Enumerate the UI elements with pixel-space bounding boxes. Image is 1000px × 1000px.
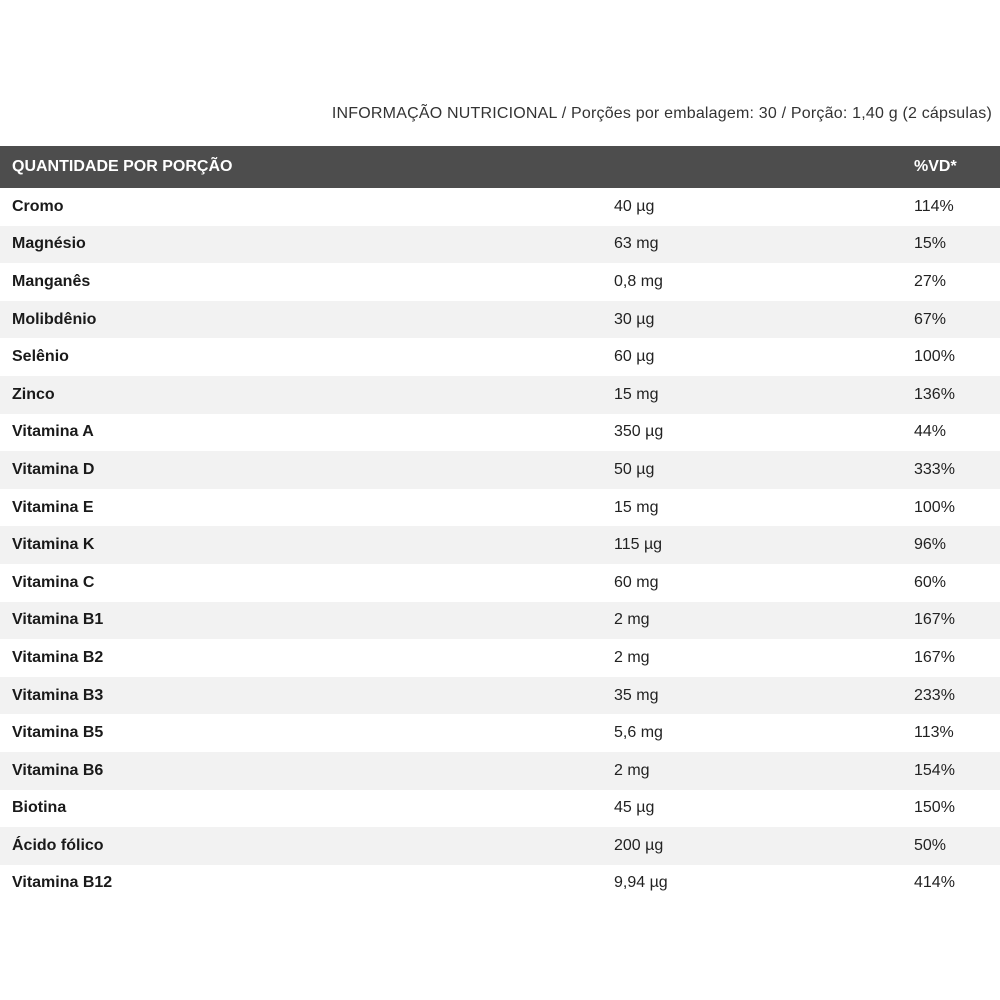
nutrient-amount: 15 mg <box>614 498 659 516</box>
nutrient-name: Vitamina A <box>12 423 94 441</box>
nutrient-amount: 35 mg <box>614 686 659 704</box>
table-row <box>0 639 1000 677</box>
nutrient-name: Vitamina B1 <box>12 611 104 629</box>
nutrition-table <box>0 146 1000 902</box>
nutrient-name: Magnésio <box>12 235 86 253</box>
table-row <box>0 865 1000 903</box>
nutrient-name: Vitamina C <box>12 573 95 591</box>
nutrient-amount: 350 µg <box>614 423 664 441</box>
nutrient-amount: 60 mg <box>614 573 659 591</box>
nutrient-name: Vitamina E <box>12 498 94 516</box>
table-row <box>0 489 1000 527</box>
nutrient-name: Vitamina D <box>12 460 95 478</box>
nutrient-daily-value: 167% <box>914 611 955 629</box>
nutrient-amount: 115 µg <box>614 536 663 554</box>
nutrient-daily-value: 100% <box>914 348 955 366</box>
nutrient-amount: 5,6 mg <box>614 724 663 742</box>
nutrient-daily-value: 27% <box>914 272 947 290</box>
nutrient-name: Cromo <box>12 197 64 215</box>
nutrient-name: Manganês <box>12 272 91 290</box>
nutrient-amount: 2 mg <box>614 648 650 666</box>
nutrient-amount: 30 µg <box>614 310 655 328</box>
header-daily-value: %VD* <box>914 158 957 175</box>
nutrient-daily-value: 44% <box>914 423 947 441</box>
table-row <box>0 376 1000 414</box>
nutrient-amount: 63 mg <box>614 235 659 253</box>
nutrient-daily-value: 113% <box>914 724 954 742</box>
nutrient-name: Vitamina B5 <box>12 724 104 742</box>
nutrient-name: Vitamina B12 <box>12 874 113 892</box>
nutrient-name: Vitamina B3 <box>12 686 104 704</box>
nutrient-name: Vitamina B2 <box>12 648 104 666</box>
nutrient-daily-value: 60% <box>914 573 947 591</box>
nutrient-daily-value: 154% <box>914 761 955 779</box>
nutrient-daily-value: 167% <box>914 648 955 666</box>
nutrient-daily-value: 15% <box>914 235 947 253</box>
nutrient-name: Vitamina B6 <box>12 761 104 779</box>
nutrient-daily-value: 136% <box>914 385 955 403</box>
nutrient-amount: 15 mg <box>614 385 659 403</box>
table-row <box>0 564 1000 602</box>
nutrient-daily-value: 100% <box>914 498 955 516</box>
nutrient-daily-value: 150% <box>914 799 955 817</box>
nutrient-amount: 45 µg <box>614 799 655 817</box>
nutrient-amount: 2 mg <box>614 761 650 779</box>
nutrient-name: Ácido fólico <box>12 836 104 854</box>
nutrient-amount: 2 mg <box>614 611 650 629</box>
nutrient-amount: 0,8 mg <box>614 272 663 290</box>
table-row <box>0 827 1000 865</box>
nutrient-daily-value: 333% <box>914 460 955 478</box>
table-row <box>0 526 1000 564</box>
nutrient-name: Zinco <box>12 385 55 403</box>
nutrient-amount: 60 µg <box>614 348 655 366</box>
nutrient-daily-value: 233% <box>914 686 955 704</box>
table-header-row <box>0 146 1000 188</box>
table-row <box>0 188 1000 226</box>
nutrient-daily-value: 50% <box>914 836 947 854</box>
table-row <box>0 451 1000 489</box>
table-row <box>0 790 1000 828</box>
nutrient-daily-value: 96% <box>914 536 947 554</box>
nutrient-daily-value: 114% <box>914 197 954 215</box>
table-row <box>0 338 1000 376</box>
nutrient-amount: 9,94 µg <box>614 874 668 892</box>
nutrient-amount: 200 µg <box>614 836 664 854</box>
table-row <box>0 677 1000 715</box>
table-row <box>0 226 1000 264</box>
table-row <box>0 602 1000 640</box>
nutrient-name: Biotina <box>12 799 67 817</box>
table-body <box>0 188 1000 902</box>
nutrient-daily-value: 67% <box>914 310 947 328</box>
nutrient-amount: 40 µg <box>614 197 655 215</box>
table-row <box>0 301 1000 339</box>
table-row <box>0 714 1000 752</box>
nutrient-name: Vitamina K <box>12 536 95 554</box>
nutrient-daily-value: 414% <box>914 874 955 892</box>
header-quantity-per-serving: QUANTIDADE POR PORÇÃO <box>12 158 233 175</box>
nutrient-name: Selênio <box>12 348 69 366</box>
table-row <box>0 414 1000 452</box>
nutrient-amount: 50 µg <box>614 460 655 478</box>
table-row <box>0 752 1000 790</box>
table-row <box>0 263 1000 301</box>
nutrient-name: Molibdênio <box>12 310 97 328</box>
serving-info-subtitle: INFORMAÇÃO NUTRICIONAL / Porções por embalagem: 30 / Porção: 1,40 g (2 cápsulas) <box>331 105 992 122</box>
